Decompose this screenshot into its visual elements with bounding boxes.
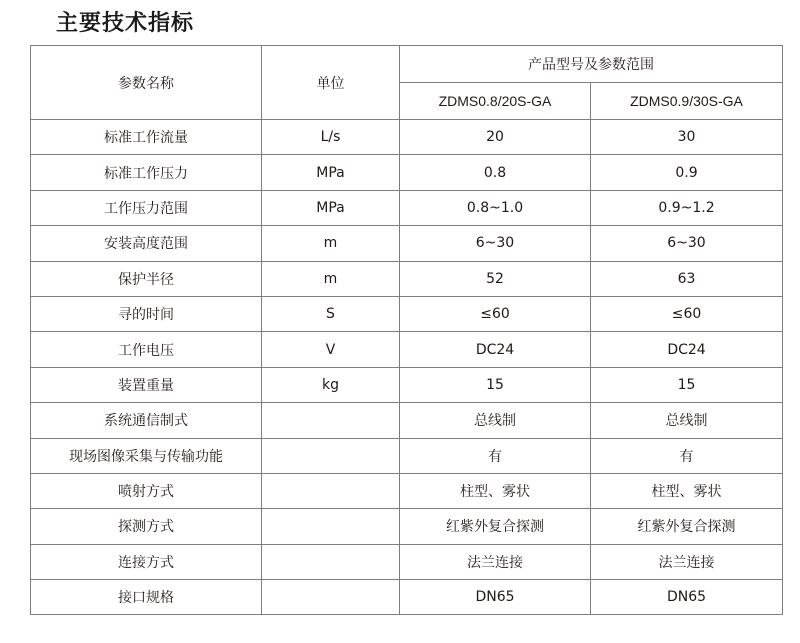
model-2-value: 0.9 — [591, 155, 783, 190]
unit-cell: m — [262, 261, 400, 296]
table-row — [31, 296, 783, 331]
param-cell: 保护半径 — [31, 261, 262, 296]
model-1-value: 15 — [400, 367, 591, 402]
table-row — [31, 190, 783, 225]
table-row — [31, 261, 783, 296]
param-cell: 系统通信制式 — [31, 403, 262, 438]
model-1-value: 52 — [400, 261, 591, 296]
model-2-value: DN65 — [591, 580, 783, 615]
table-row — [31, 509, 783, 544]
unit-cell — [262, 509, 400, 544]
table-row — [31, 367, 783, 402]
page-title: 主要技术指标 — [56, 10, 195, 36]
model-2-value: 63 — [591, 261, 783, 296]
model-2-value: 0.9~1.2 — [591, 190, 783, 225]
unit-cell: MPa — [262, 155, 400, 190]
model-1-value: DC24 — [400, 332, 591, 367]
model-2-value: 15 — [591, 367, 783, 402]
model-1-value: ≤60 — [400, 296, 591, 331]
model-2-value: 有 — [591, 438, 783, 473]
model-1-value: 0.8~1.0 — [400, 190, 591, 225]
unit-cell — [262, 403, 400, 438]
unit-cell: m — [262, 226, 400, 261]
param-cell: 工作压力范围 — [31, 190, 262, 225]
model-2-value: DC24 — [591, 332, 783, 367]
table-row — [31, 155, 783, 190]
unit-cell — [262, 544, 400, 579]
table-row — [31, 580, 783, 615]
model-2-value: 柱型、雾状 — [591, 473, 783, 508]
header-model-group: 产品型号及参数范围 — [400, 46, 783, 83]
table-row — [31, 226, 783, 261]
model-1-value: 20 — [400, 120, 591, 155]
model-1-value: 法兰连接 — [400, 544, 591, 579]
param-cell: 接口规格 — [31, 580, 262, 615]
model-2-value: 30 — [591, 120, 783, 155]
table-row — [31, 473, 783, 508]
param-cell: 探测方式 — [31, 509, 262, 544]
param-cell: 安装高度范围 — [31, 226, 262, 261]
table-row — [31, 438, 783, 473]
header-model-2: ZDMS0.9/30S-GA — [591, 83, 783, 120]
header-model-1: ZDMS0.8/20S-GA — [400, 83, 591, 120]
model-1-value: 红紫外复合探测 — [400, 509, 591, 544]
table-row — [31, 332, 783, 367]
unit-cell: L/s — [262, 120, 400, 155]
model-1-value: 0.8 — [400, 155, 591, 190]
unit-cell — [262, 580, 400, 615]
header-unit: 单位 — [262, 46, 400, 120]
model-1-value: 6~30 — [400, 226, 591, 261]
param-cell: 现场图像采集与传输功能 — [31, 438, 262, 473]
model-1-value: 柱型、雾状 — [400, 473, 591, 508]
model-2-value: 红紫外复合探测 — [591, 509, 783, 544]
header-param-name: 参数名称 — [31, 46, 262, 120]
param-cell: 标准工作压力 — [31, 155, 262, 190]
param-cell: 连接方式 — [31, 544, 262, 579]
model-1-value: 有 — [400, 438, 591, 473]
unit-cell: S — [262, 296, 400, 331]
param-cell: 标准工作流量 — [31, 120, 262, 155]
model-2-value: 总线制 — [591, 403, 783, 438]
table-row — [31, 544, 783, 579]
param-cell: 喷射方式 — [31, 473, 262, 508]
unit-cell — [262, 438, 400, 473]
unit-cell: V — [262, 332, 400, 367]
unit-cell: MPa — [262, 190, 400, 225]
param-cell: 工作电压 — [31, 332, 262, 367]
model-1-value: 总线制 — [400, 403, 591, 438]
param-cell: 装置重量 — [31, 367, 262, 402]
table-row — [31, 120, 783, 155]
spec-table — [30, 45, 783, 615]
param-cell: 寻的时间 — [31, 296, 262, 331]
unit-cell: kg — [262, 367, 400, 402]
unit-cell — [262, 473, 400, 508]
header-row — [31, 46, 783, 83]
table-row — [31, 403, 783, 438]
model-2-value: ≤60 — [591, 296, 783, 331]
model-2-value: 6~30 — [591, 226, 783, 261]
model-1-value: DN65 — [400, 580, 591, 615]
model-2-value: 法兰连接 — [591, 544, 783, 579]
